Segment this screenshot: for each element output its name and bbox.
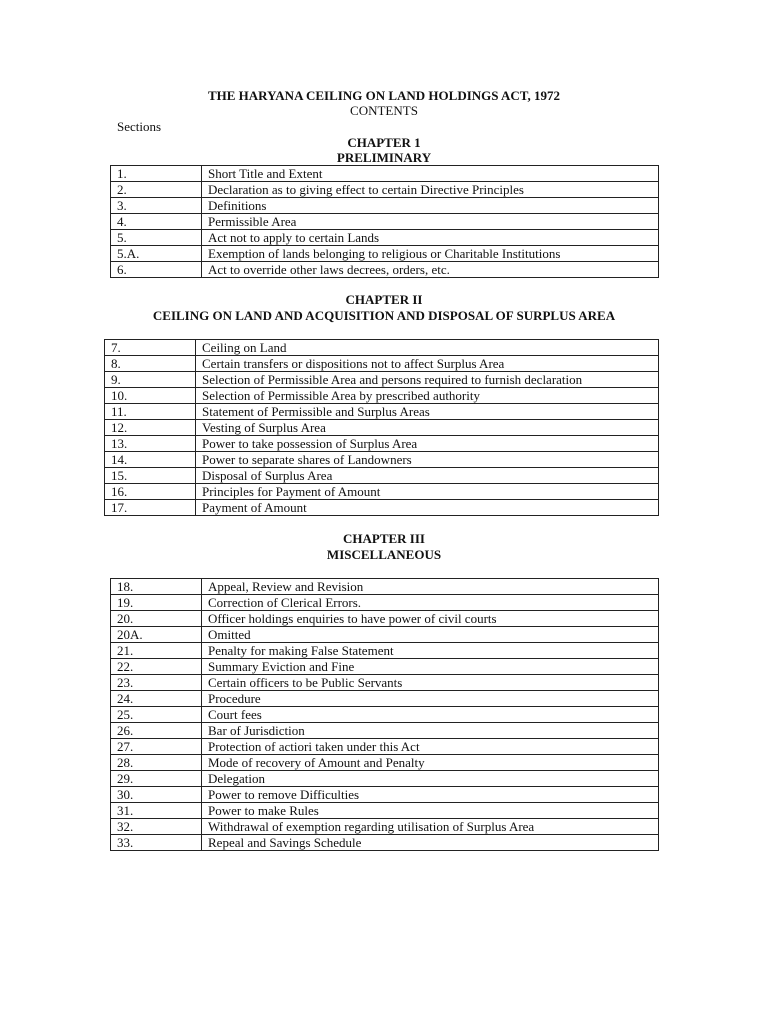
section-number: 27. — [111, 739, 202, 755]
section-title: Ceiling on Land — [196, 340, 659, 356]
table-row — [111, 182, 659, 198]
section-title: Act to override other laws decrees, orders, etc. — [202, 262, 659, 278]
table-row — [111, 230, 659, 246]
section-number: 28. — [111, 755, 202, 771]
section-number: 10. — [105, 388, 196, 404]
table-row — [105, 356, 659, 372]
table-row — [111, 819, 659, 835]
section-number: 12. — [105, 420, 196, 436]
section-title: Mode of recovery of Amount and Penalty — [202, 755, 659, 771]
section-number: 4. — [111, 214, 202, 230]
section-title: Permissible Area — [202, 214, 659, 230]
section-title: Power to remove Difficulties — [202, 787, 659, 803]
table-row — [111, 579, 659, 595]
table-row — [111, 262, 659, 278]
table-row — [111, 166, 659, 182]
section-number: 3. — [111, 198, 202, 214]
table-row — [111, 214, 659, 230]
section-title: Declaration as to giving effect to certain Directive Principles — [202, 182, 659, 198]
section-number: 23. — [111, 675, 202, 691]
section-title: Power to separate shares of Landowners — [196, 452, 659, 468]
table-row — [111, 198, 659, 214]
chapter-1-heading: CHAPTER 1 — [347, 135, 421, 150]
section-title: Correction of Clerical Errors. — [202, 595, 659, 611]
section-title: Protection of actiori taken under this Act — [202, 739, 659, 755]
chapter-3-heading: CHAPTER III — [343, 531, 425, 546]
contents-label: CONTENTS — [350, 103, 418, 118]
table-row — [105, 340, 659, 356]
table-row — [111, 771, 659, 787]
section-number: 20A. — [111, 627, 202, 643]
section-title: Principles for Payment of Amount — [196, 484, 659, 500]
section-title: Vesting of Surplus Area — [196, 420, 659, 436]
section-title: Selection of Permissible Area and persons required to furnish declaration — [196, 372, 659, 388]
section-number: 17. — [105, 500, 196, 516]
section-number: 7. — [105, 340, 196, 356]
section-title: Selection of Permissible Area by prescribed authority — [196, 388, 659, 404]
section-title: Act not to apply to certain Lands — [202, 230, 659, 246]
section-number: 5.A. — [111, 246, 202, 262]
chapter-2-heading: CHAPTER II — [345, 292, 423, 307]
section-number: 11. — [105, 404, 196, 420]
section-title: Bar of Jurisdiction — [202, 723, 659, 739]
table-row — [111, 755, 659, 771]
section-title: Court fees — [202, 707, 659, 723]
table-row — [105, 484, 659, 500]
section-title: Statement of Permissible and Surplus Areas — [196, 404, 659, 420]
section-title: Appeal, Review and Revision — [202, 579, 659, 595]
table-row — [111, 787, 659, 803]
section-number: 15. — [105, 468, 196, 484]
chapter-3-subheading: MISCELLANEOUS — [326, 547, 442, 562]
section-number: 32. — [111, 819, 202, 835]
section-number: 6. — [111, 262, 202, 278]
section-number: 5. — [111, 230, 202, 246]
chapter-1-table — [110, 165, 659, 278]
section-title: Payment of Amount — [196, 500, 659, 516]
section-number: 31. — [111, 803, 202, 819]
section-number: 33. — [111, 835, 202, 851]
table-row — [111, 723, 659, 739]
table-row — [105, 420, 659, 436]
section-number: 22. — [111, 659, 202, 675]
section-title: Officer holdings enquiries to have power of civil courts — [202, 611, 659, 627]
table-row — [105, 372, 659, 388]
table-row — [111, 643, 659, 659]
table-row — [105, 452, 659, 468]
section-number: 19. — [111, 595, 202, 611]
section-title: Penalty for making False Statement — [202, 643, 659, 659]
table-row — [111, 595, 659, 611]
section-title: Certain officers to be Public Servants — [202, 675, 659, 691]
table-row — [111, 675, 659, 691]
section-title: Procedure — [202, 691, 659, 707]
sections-label: Sections — [117, 119, 162, 134]
document-title: THE HARYANA CEILING ON LAND HOLDINGS ACT, 1972 — [207, 88, 561, 103]
section-number: 20. — [111, 611, 202, 627]
table-row — [111, 691, 659, 707]
section-title: Disposal of Surplus Area — [196, 468, 659, 484]
table-row — [105, 404, 659, 420]
section-title: Withdrawal of exemption regarding utilisation of Surplus Area — [202, 819, 659, 835]
table-row — [105, 500, 659, 516]
section-number: 8. — [105, 356, 196, 372]
section-title: Omitted — [202, 627, 659, 643]
section-number: 21. — [111, 643, 202, 659]
table-row — [105, 388, 659, 404]
chapter-1-subheading: PRELIMINARY — [336, 150, 432, 165]
table-row — [111, 739, 659, 755]
table-row — [111, 611, 659, 627]
section-number: 29. — [111, 771, 202, 787]
section-number: 14. — [105, 452, 196, 468]
section-number: 2. — [111, 182, 202, 198]
table-row — [105, 468, 659, 484]
section-title: Power to make Rules — [202, 803, 659, 819]
table-row — [111, 246, 659, 262]
section-number: 18. — [111, 579, 202, 595]
section-number: 1. — [111, 166, 202, 182]
section-number: 16. — [105, 484, 196, 500]
table-row — [105, 436, 659, 452]
table-row — [111, 659, 659, 675]
section-title: Power to take possession of Surplus Area — [196, 436, 659, 452]
chapter-2-subheading: CEILING ON LAND AND ACQUISITION AND DISPOSAL OF SURPLUS AREA — [152, 308, 616, 323]
section-number: 30. — [111, 787, 202, 803]
section-title: Short Title and Extent — [202, 166, 659, 182]
section-number: 9. — [105, 372, 196, 388]
chapter-3-table — [110, 578, 659, 851]
section-number: 25. — [111, 707, 202, 723]
chapter-2-table — [104, 339, 659, 516]
table-row — [111, 835, 659, 851]
section-title: Delegation — [202, 771, 659, 787]
table-row — [111, 803, 659, 819]
section-title: Definitions — [202, 198, 659, 214]
section-title: Repeal and Savings Schedule — [202, 835, 659, 851]
section-title: Summary Eviction and Fine — [202, 659, 659, 675]
table-row — [111, 627, 659, 643]
section-number: 24. — [111, 691, 202, 707]
section-title: Certain transfers or dispositions not to affect Surplus Area — [196, 356, 659, 372]
section-number: 26. — [111, 723, 202, 739]
section-title: Exemption of lands belonging to religious or Charitable Institutions — [202, 246, 659, 262]
table-row — [111, 707, 659, 723]
section-number: 13. — [105, 436, 196, 452]
